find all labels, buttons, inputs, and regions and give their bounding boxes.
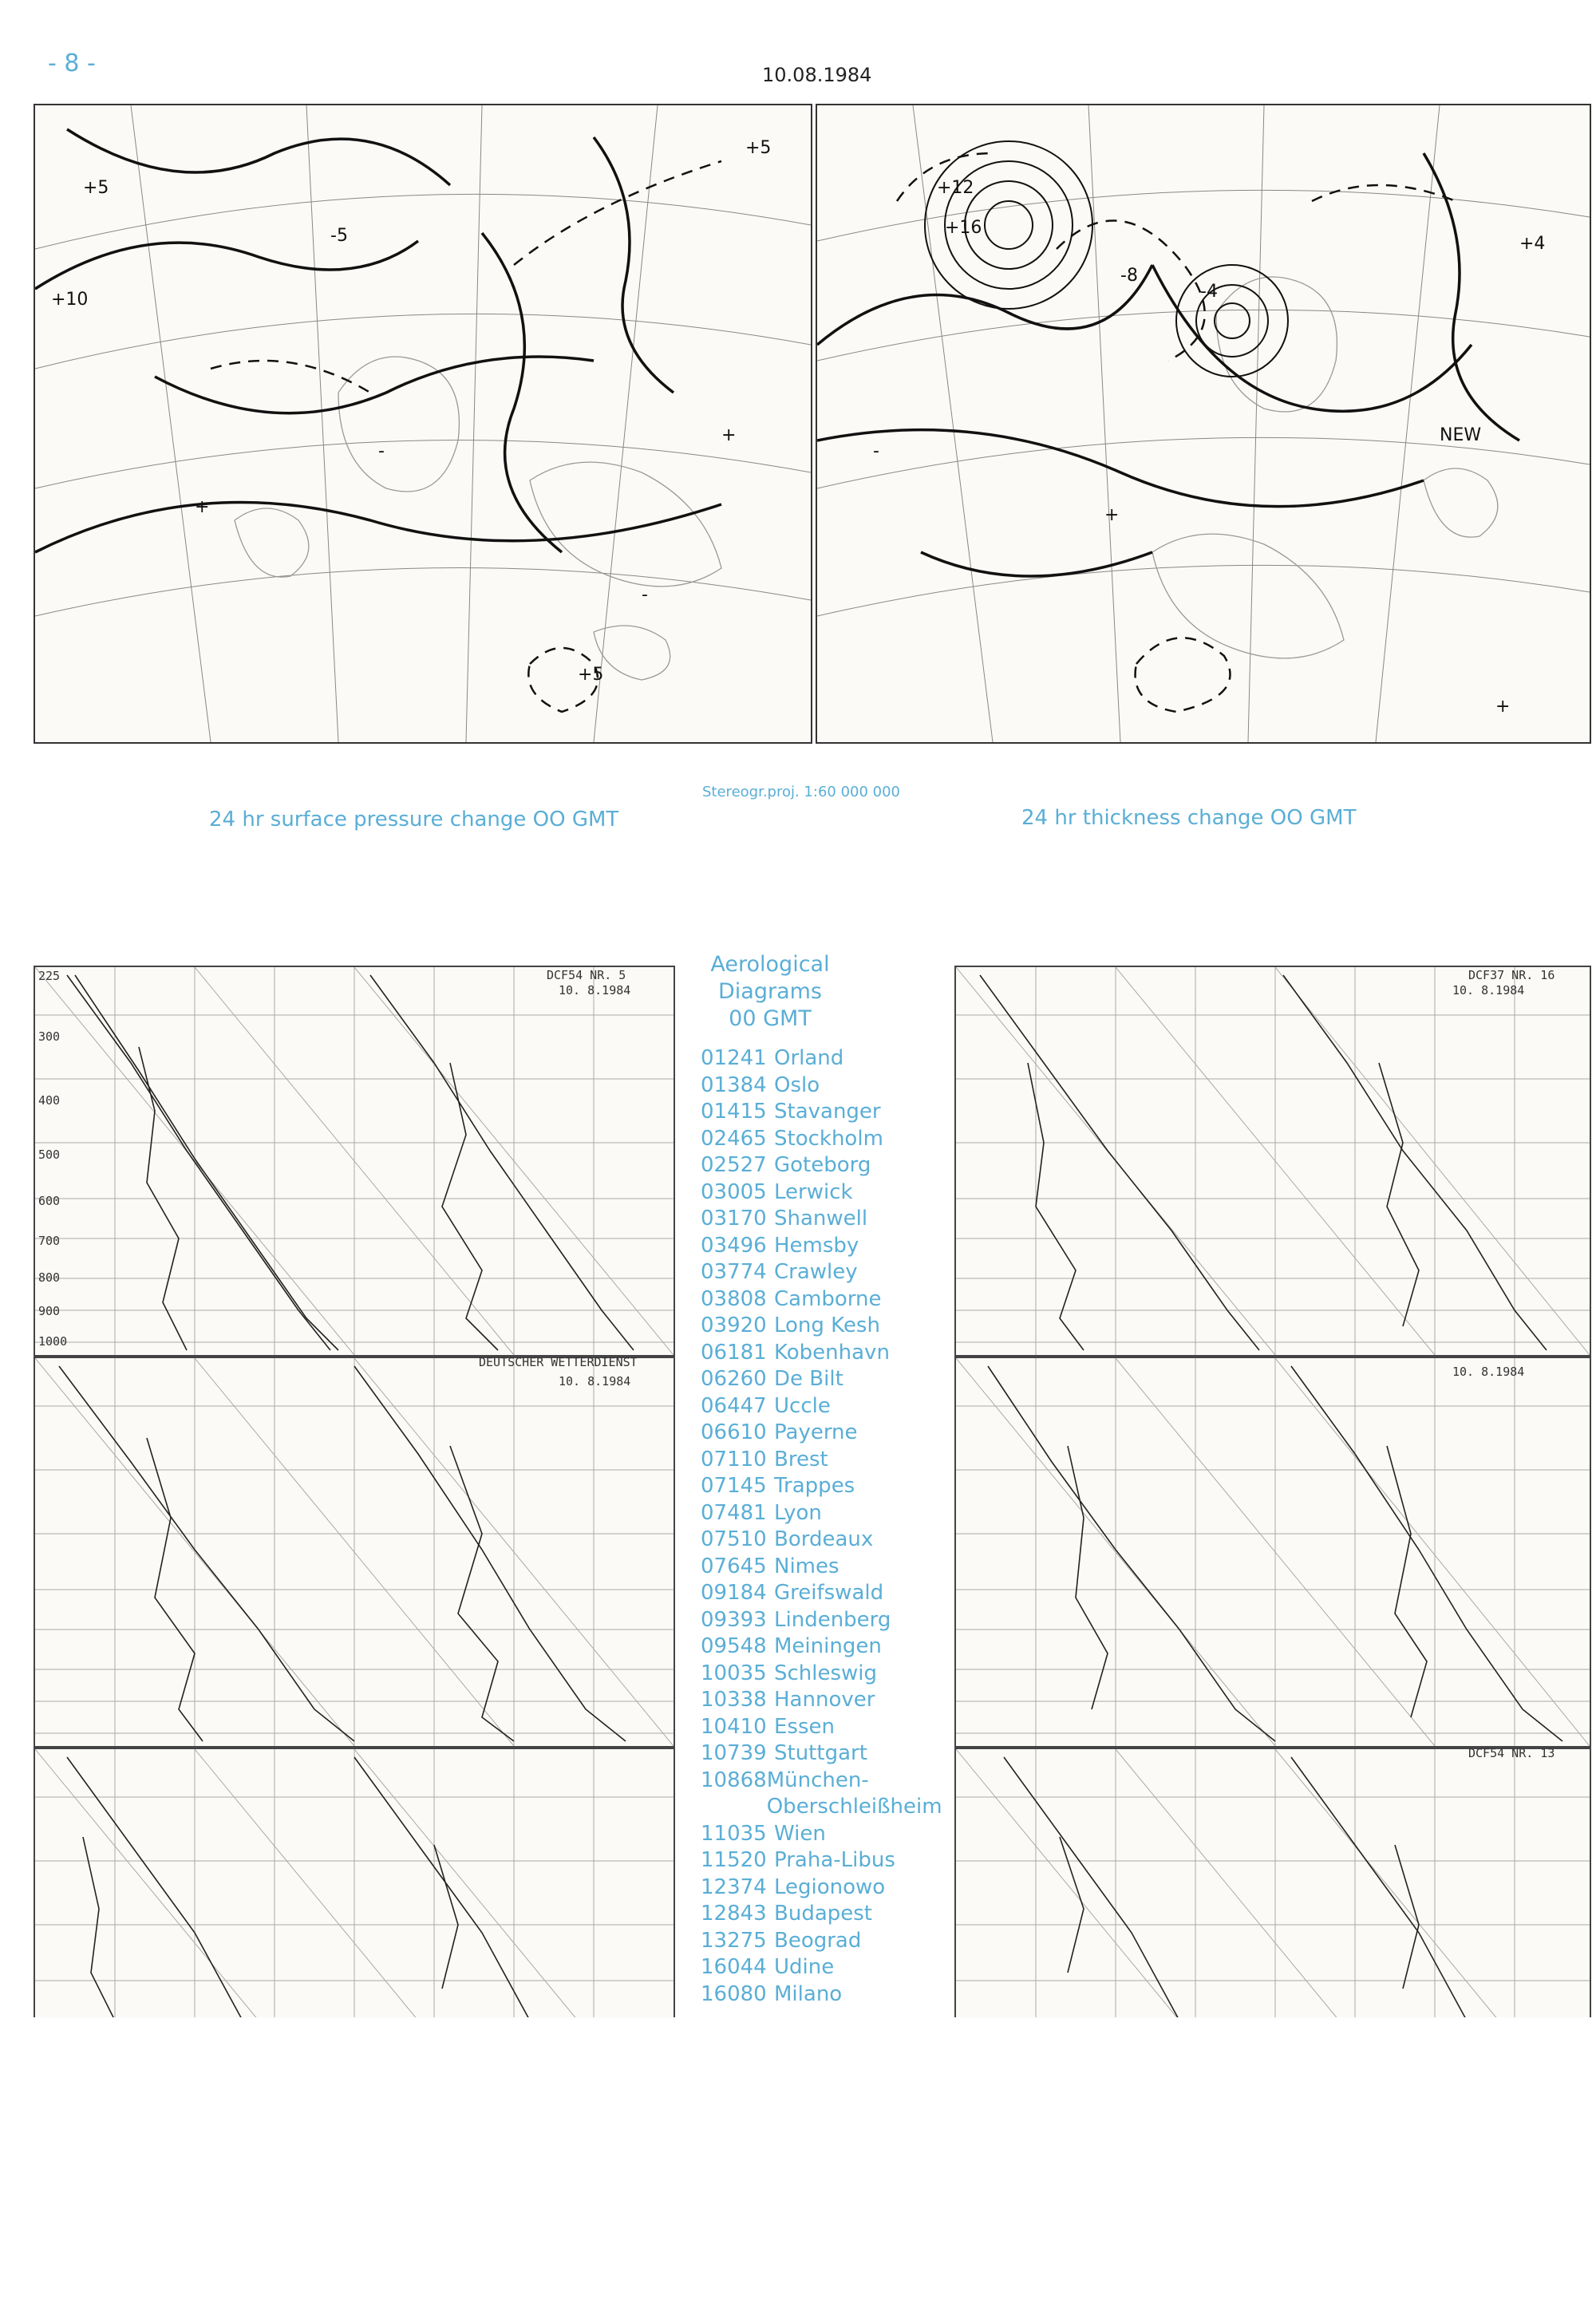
aerological-diagram-left-bottom — [34, 1748, 675, 2022]
station-code: 10739 — [701, 1741, 767, 1765]
station-name-text: Legionowo — [774, 1874, 886, 1899]
surface-pressure-map — [34, 104, 812, 744]
station-row — [701, 1554, 940, 1581]
station-row — [701, 1340, 940, 1367]
station-name-text: Essen — [774, 1714, 835, 1739]
station-name — [774, 1126, 940, 1153]
station-name — [774, 1313, 940, 1340]
station-name — [774, 1233, 940, 1260]
station-row — [701, 1954, 940, 1981]
svg-text:-5: -5 — [330, 226, 348, 246]
station-name — [774, 1633, 940, 1661]
station-name — [774, 1687, 940, 1714]
pressure-level: 400 — [38, 1093, 61, 1108]
station-code: 09184 — [701, 1581, 767, 1605]
aerological-diagram-right-top — [954, 966, 1591, 1357]
station-name-text: Praha-Libus — [774, 1848, 895, 1872]
svg-text:+5: +5 — [745, 138, 772, 158]
station-code: 03920 — [701, 1313, 767, 1337]
station-row — [701, 1901, 940, 1928]
station-row — [701, 1661, 940, 1688]
station-row — [701, 1473, 940, 1500]
station-name — [774, 1393, 940, 1420]
station-name-text: Hemsby — [774, 1233, 859, 1258]
station-row — [701, 1768, 940, 1821]
station-name — [774, 1954, 940, 1981]
pressure-level: 500 — [38, 1148, 61, 1162]
station-name-text: Camborne — [774, 1286, 882, 1311]
station-name — [774, 1527, 940, 1554]
svg-text:NEW: NEW — [1440, 425, 1482, 445]
station-row — [701, 1233, 940, 1260]
station-name-text: Trappes — [774, 1474, 855, 1498]
station-row — [701, 1928, 940, 1955]
station-name-text: Schleswig — [774, 1661, 878, 1685]
station-code: 07645 — [701, 1554, 767, 1578]
diagram-header: DCF54 NR. 13 — [1468, 1746, 1555, 1760]
station-name — [774, 1045, 940, 1072]
pressure-level: 600 — [38, 1194, 61, 1208]
svg-text:-4: -4 — [1200, 282, 1218, 302]
aerological-title-line: 00 GMT — [729, 1006, 812, 1031]
station-name — [774, 1714, 940, 1741]
station-row — [701, 1420, 940, 1447]
station-row — [701, 1714, 940, 1741]
station-name-text: Beograd — [774, 1928, 862, 1953]
station-name-text: Greifswald — [774, 1581, 884, 1605]
station-name-text: Lerwick — [774, 1179, 853, 1204]
station-name-text: Udine — [774, 1955, 835, 1979]
pressure-level: 225 — [38, 969, 61, 983]
station-name-text: Shanwell — [774, 1207, 868, 1231]
thickness-caption: 24 hr thickness change OO GMT — [1021, 806, 1357, 830]
station-code: 02527 — [701, 1153, 767, 1177]
station-code: 06260 — [701, 1367, 767, 1391]
station-row — [701, 1366, 940, 1393]
station-name — [774, 1901, 940, 1928]
station-name — [767, 1768, 942, 1821]
station-row — [701, 1527, 940, 1554]
station-name — [774, 1447, 940, 1474]
station-code: 03005 — [701, 1179, 767, 1204]
station-name-text: Hannover — [774, 1688, 875, 1712]
thickness-change-map — [816, 104, 1591, 744]
station-name — [774, 1420, 940, 1447]
station-code: 10410 — [701, 1714, 767, 1739]
pressure-level: 800 — [38, 1270, 61, 1285]
station-row — [701, 1045, 940, 1072]
pressure-level: 1000 — [38, 1334, 68, 1349]
svg-text:+12: +12 — [937, 178, 974, 198]
station-name-text: Milano — [774, 1981, 843, 2006]
station-name-text: München- — [766, 1768, 869, 1792]
station-name — [774, 1500, 940, 1527]
station-row — [701, 1313, 940, 1340]
svg-text:+10: +10 — [51, 290, 89, 310]
station-name-text: Bordeaux — [774, 1527, 874, 1551]
station-name — [774, 1286, 940, 1313]
station-row — [701, 1740, 940, 1768]
station-name-text: De Bilt — [774, 1367, 843, 1391]
pressure-level: 300 — [38, 1029, 61, 1044]
aerological-diagram-left-middle — [34, 1357, 675, 1748]
station-row — [701, 1847, 940, 1874]
pressure-level: 900 — [38, 1304, 61, 1318]
station-name — [774, 1847, 940, 1874]
station-name-text: Crawley — [774, 1260, 858, 1284]
station-row — [701, 1687, 940, 1714]
station-row — [701, 1607, 940, 1634]
station-row — [701, 1633, 940, 1661]
station-name-text: Nimes — [774, 1554, 839, 1578]
station-row — [701, 1152, 940, 1179]
station-code: 10035 — [701, 1661, 767, 1685]
station-row — [701, 1126, 940, 1153]
station-name — [774, 1981, 940, 2009]
station-name — [774, 1099, 940, 1126]
pressure-level: 700 — [38, 1234, 61, 1248]
station-code: 09548 — [701, 1634, 767, 1658]
diagram-header: DCF37 NR. 16 — [1468, 968, 1555, 982]
station-code: 16080 — [701, 1981, 767, 2006]
station-row — [701, 1981, 940, 2009]
station-code: 07510 — [701, 1527, 767, 1551]
svg-text:-: - — [642, 585, 648, 605]
station-row — [701, 1206, 940, 1233]
svg-text:+16: +16 — [945, 218, 982, 238]
page-number: - 8 - — [48, 49, 96, 77]
station-name-text: Stuttgart — [774, 1741, 867, 1765]
station-row — [701, 1500, 940, 1527]
station-name — [774, 1473, 940, 1500]
station-name-text: Lindenberg — [774, 1607, 891, 1632]
station-code: 03496 — [701, 1233, 767, 1258]
station-name-text: Wien — [774, 1821, 826, 1846]
aerological-title — [694, 951, 846, 1033]
diagram-header: DCF54 NR. 5 — [547, 968, 626, 982]
diagram-date: 10. 8.1984 — [559, 1374, 631, 1389]
station-name — [774, 1607, 940, 1634]
station-row — [701, 1099, 940, 1126]
diagram-date: 10. 8.1984 — [1452, 1365, 1525, 1379]
station-name — [774, 1206, 940, 1233]
station-code: 01415 — [701, 1100, 767, 1124]
svg-text:-: - — [873, 441, 879, 461]
station-code: 03170 — [701, 1207, 767, 1231]
station-row — [701, 1874, 940, 1902]
station-name-text: Payerne — [774, 1420, 858, 1444]
station-name — [774, 1740, 940, 1768]
svg-text:+4: +4 — [1519, 234, 1546, 254]
station-code: 01384 — [701, 1072, 767, 1097]
station-code: 01241 — [701, 1046, 767, 1070]
svg-text:+: + — [1104, 505, 1120, 525]
aerological-diagram-right-middle — [954, 1357, 1591, 1748]
station-row — [701, 1072, 940, 1100]
svg-text:-: - — [378, 441, 385, 461]
station-code: 10338 — [701, 1688, 767, 1712]
station-code: 12374 — [701, 1874, 767, 1899]
station-name-text: Stavanger — [774, 1100, 881, 1124]
station-code: 06447 — [701, 1393, 767, 1418]
station-name-text: Oslo — [774, 1072, 820, 1097]
station-name-text: Budapest — [774, 1902, 872, 1926]
station-name-text: Lyon — [774, 1500, 822, 1525]
station-name — [774, 1821, 940, 1848]
station-code: 06610 — [701, 1420, 767, 1444]
station-row — [701, 1447, 940, 1474]
svg-text:+: + — [1495, 697, 1511, 717]
station-list — [701, 1045, 940, 2008]
station-name-text: Long Kesh — [774, 1313, 880, 1337]
station-row — [701, 1259, 940, 1286]
station-code: 06181 — [701, 1340, 767, 1365]
station-name-continued: Oberschleißheim — [766, 1795, 942, 1819]
station-code: 13275 — [701, 1928, 767, 1953]
svg-text:-8: -8 — [1120, 266, 1138, 286]
station-name — [774, 1554, 940, 1581]
page-bottom-margin — [0, 2017, 1596, 2303]
aerological-diagram-right-bottom — [954, 1748, 1591, 2022]
station-name — [774, 1072, 940, 1100]
station-code: 02465 — [701, 1126, 767, 1151]
station-name-text: Uccle — [774, 1393, 831, 1418]
station-row — [701, 1393, 940, 1420]
station-name — [774, 1580, 940, 1607]
aerological-title-line: Aerological — [710, 952, 830, 977]
station-name-text: Stockholm — [774, 1126, 883, 1151]
svg-text:+5: +5 — [83, 178, 109, 198]
station-code: 09393 — [701, 1607, 767, 1632]
diagram-date: 10. 8.1984 — [559, 983, 631, 997]
station-row — [701, 1286, 940, 1313]
station-name-text: Kobenhavn — [774, 1340, 890, 1365]
station-name — [774, 1874, 940, 1902]
station-name — [774, 1152, 940, 1179]
station-name-text: Brest — [774, 1447, 828, 1471]
station-name — [774, 1661, 940, 1688]
svg-text:+: + — [721, 425, 737, 445]
svg-text:+5: +5 — [578, 665, 604, 685]
surface-pressure-caption: 24 hr surface pressure change OO GMT — [209, 808, 619, 832]
station-name-text: Goteborg — [774, 1153, 871, 1177]
aerological-diagram-left-top — [34, 966, 675, 1357]
station-code: 16044 — [701, 1955, 767, 1979]
station-code: 03808 — [701, 1286, 767, 1311]
station-code: 03774 — [701, 1260, 767, 1284]
station-name — [774, 1366, 940, 1393]
station-name — [774, 1340, 940, 1367]
station-code: 11520 — [701, 1848, 767, 1872]
station-row — [701, 1821, 940, 1848]
station-code: 07481 — [701, 1500, 767, 1525]
station-code: 11035 — [701, 1821, 767, 1846]
svg-text:+: + — [195, 497, 210, 517]
station-name-text: Meiningen — [774, 1634, 882, 1658]
aerological-title-line: Diagrams — [718, 979, 822, 1004]
station-name — [774, 1928, 940, 1955]
station-code: 07110 — [701, 1447, 767, 1471]
diagram-date: 10. 8.1984 — [1452, 983, 1525, 997]
station-name — [774, 1259, 940, 1286]
station-name-text: Orland — [774, 1046, 844, 1070]
station-row — [701, 1179, 940, 1207]
station-code: 07145 — [701, 1474, 767, 1498]
station-code: 12843 — [701, 1902, 767, 1926]
station-code: 10868 — [701, 1768, 767, 1792]
projection-note: Stereogr.proj. 1:60 000 000 — [702, 784, 901, 800]
chart-date: 10.08.1984 — [762, 64, 872, 86]
station-row — [701, 1580, 940, 1607]
diagram-header: DEUTSCHER WETTERDIENST — [479, 1355, 638, 1369]
station-name — [774, 1179, 940, 1207]
